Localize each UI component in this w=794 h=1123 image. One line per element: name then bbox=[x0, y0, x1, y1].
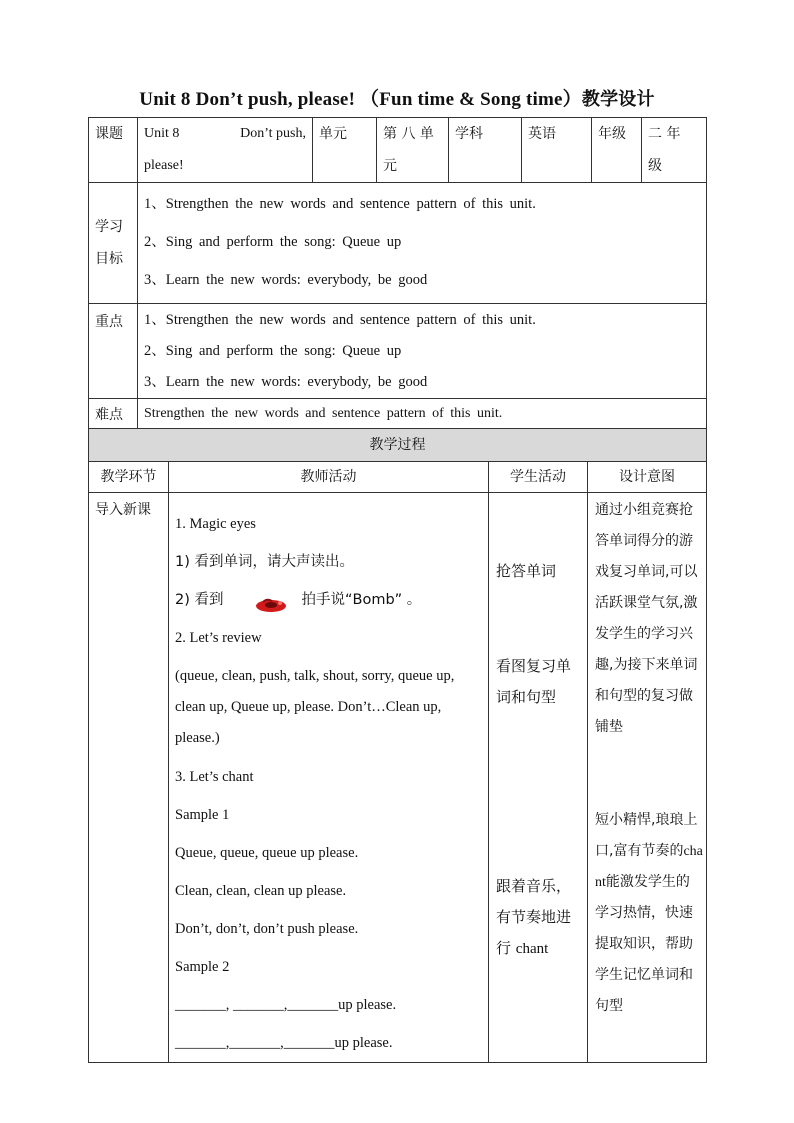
lesson-info-table bbox=[88, 117, 707, 432]
student-activity-a: 抢答单词 bbox=[496, 562, 557, 580]
goal-item: 2、Sing and perform the song: Queue up bbox=[144, 234, 402, 250]
teacher-sample1: Sample 1 bbox=[175, 807, 230, 823]
goals-row bbox=[89, 183, 707, 304]
unit-value-line2: 元 bbox=[383, 158, 397, 174]
info-row bbox=[89, 118, 707, 183]
goals-label-line1: 学习 bbox=[95, 219, 123, 235]
grade-value bbox=[642, 118, 707, 183]
process-table bbox=[88, 428, 707, 1063]
teacher-step1: 1) 看到单词，请大声读出。 bbox=[175, 554, 354, 570]
topic-label: 课题 bbox=[89, 118, 138, 183]
teacher-sample2-line: _______, _______,_______up please. bbox=[175, 997, 397, 1013]
subject-value: 英语 bbox=[522, 118, 592, 183]
goals-label-line2: 目标 bbox=[95, 251, 123, 267]
topic-unit: Unit 8 bbox=[144, 126, 180, 141]
grade-value-line2: 级 bbox=[648, 158, 662, 174]
design-intent-b-part2: 能激发学生的学习热情，快速提取知识，帮助学生记忆单词和句型 bbox=[595, 874, 693, 1014]
stage-name: 导入新课 bbox=[89, 493, 169, 1063]
process-row bbox=[89, 493, 707, 1063]
goals-label bbox=[89, 183, 138, 304]
focus-item: 2、Sing and perform the song: Queue up bbox=[144, 343, 402, 359]
design-intent-b-en: chant bbox=[595, 844, 703, 890]
design-intent bbox=[588, 493, 707, 1063]
focus-item: 3、Learn the new words: everybody, be good bbox=[144, 374, 428, 390]
focus-item: 1、Strengthen the new words and sentence pattern of this unit. bbox=[144, 312, 536, 328]
student-activity-c bbox=[496, 871, 584, 965]
focus-content bbox=[138, 304, 707, 399]
grade-label: 年级 bbox=[592, 118, 642, 183]
bomb-icon bbox=[254, 591, 288, 609]
topic-phrase: Don’t push, bbox=[240, 126, 306, 141]
subject-label: 学科 bbox=[449, 118, 522, 183]
focus-row bbox=[89, 304, 707, 399]
goals-content bbox=[138, 183, 707, 304]
teacher-step2-before: 2) 看到 bbox=[175, 592, 224, 608]
document-title-cn: 教学设计 bbox=[581, 89, 655, 110]
teacher-sample1-line: Clean, clean, clean up please. bbox=[175, 883, 347, 899]
teacher-step2-after: 拍手说“Bomb” 。 bbox=[301, 592, 422, 608]
unit-value bbox=[377, 118, 449, 183]
student-activity-c-en: chant bbox=[515, 941, 549, 957]
teacher-magic-eyes: 1. Magic eyes bbox=[175, 516, 256, 532]
teacher-review-words: (queue, clean, push, talk, shout, sorry, queue up, clean up, Queue up, please. Don’t…Clean up, please.) bbox=[175, 668, 455, 746]
col-teacher: 教师活动 bbox=[169, 462, 489, 493]
teacher-sample1-line: Don’t, don’t, don’t push please. bbox=[175, 921, 359, 937]
teacher-step2 bbox=[175, 581, 482, 619]
difficulty-row bbox=[89, 399, 707, 432]
goal-item: 1、Strengthen the new words and sentence pattern of this unit. bbox=[144, 196, 536, 212]
student-activity-c-cn: 跟着音乐，有节奏地进行 bbox=[496, 877, 572, 957]
col-intent: 设计意图 bbox=[588, 462, 707, 493]
unit-value-line1: 第 八 单 bbox=[383, 126, 434, 142]
difficulty-label: 难点 bbox=[89, 399, 138, 432]
difficulty-content: Strengthen the new words and sentence pattern of this unit. bbox=[138, 399, 707, 432]
teacher-review: 2. Let’s review bbox=[175, 630, 262, 646]
design-intent-b bbox=[595, 805, 703, 1022]
col-stage: 教学环节 bbox=[89, 462, 169, 493]
student-activity-b: 看图复习单词和句型 bbox=[496, 657, 572, 706]
teacher-sample2: Sample 2 bbox=[175, 959, 230, 975]
topic-value bbox=[138, 118, 313, 183]
process-column-headers bbox=[89, 462, 707, 493]
focus-label: 重点 bbox=[89, 304, 138, 399]
col-student: 学生活动 bbox=[489, 462, 588, 493]
teacher-sample1-line: Queue, queue, queue up please. bbox=[175, 845, 359, 861]
teacher-chant: 3. Let’s chant bbox=[175, 769, 254, 785]
design-intent-b-part1: 短小精悍,琅琅上口,富有节奏的 bbox=[595, 812, 698, 859]
student-activity bbox=[489, 493, 588, 1063]
teacher-sample2-line: _______,_______,_______up please. bbox=[175, 1035, 393, 1051]
design-intent-a: 通过小组竞赛抢答单词得分的游戏复习单词,可以活跃课堂气氛,激发学生的学习兴趣,为接下来单词和句型的复习做铺垫 bbox=[595, 502, 698, 735]
process-header: 教学过程 bbox=[89, 429, 707, 462]
topic-please: please! bbox=[144, 158, 184, 173]
teacher-activity bbox=[169, 493, 489, 1063]
unit-label: 单元 bbox=[313, 118, 377, 183]
document-title bbox=[0, 84, 794, 111]
goal-item: 3、Learn the new words: everybody, be good bbox=[144, 272, 428, 288]
grade-value-line1: 二 年 bbox=[648, 126, 681, 142]
document-title-en: Unit 8 Don’t push, please! （Fun time & Song time） bbox=[139, 89, 582, 110]
